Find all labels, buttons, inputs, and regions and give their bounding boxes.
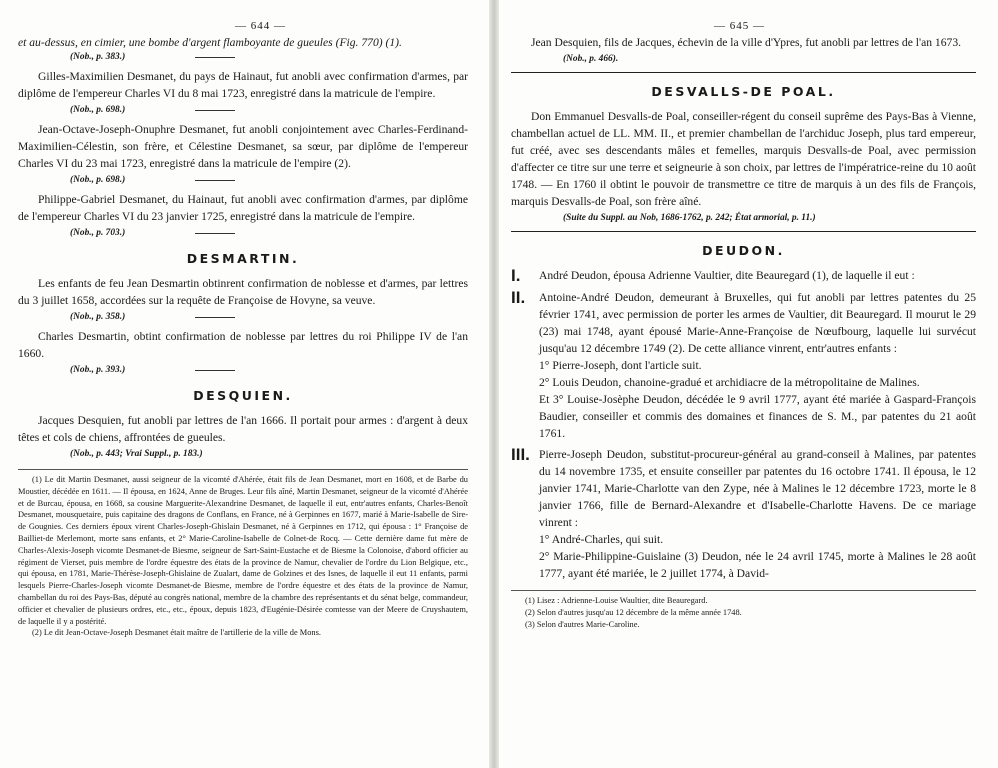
paragraph: Les enfants de feu Jean Desmartin obtinrent confirmation de noblesse et d'armes, par lettres du 3 juillet 1658, accordées sur la requête de Françoise de Hovyne, sa veuve. <box>18 277 468 307</box>
footnote: (1) Le dit Martin Desmanet, aussi seigneur de la vicomté d'Ahérée, était fils de Jean Desmanet, mort en 1608, et de Barbe du Moustier, décédée en 1611. — Il épousa, en 1624, Anne de Bruges. Leur fils aîné, Martin Desmanet, seigneur de la vicomté d'Ahérée et de Burcau, épousa, en 1668, sa cousine Marguerite-Alexandrine Desmanet, de laquelle il eut, entr'autres enfants, Charles-Benoît Desmanet, mousquetaire, puis capitaine des dragons de Conflans, en France, né à Gerpinnes en 1677, marié à Marie-Isabelle de Sire-de Gougnies. Ces derniers époux virent Charles-Joseph-Ghislain Desmanet, né à Gerpinnes en 1712, qui épousa : 1° Françoise de Bailliet-de Merlemont, morte sans enfants, et 2° Marie-Caroline-Isabelle de Colnet-de Rocq. — Cette dernière dame fut mère de Charles-Alexis-Joseph vicomte Desmanet-de Biesme, seigneur de Sart-Saint-Eustache et de Biesme la Colonoise, d'abord officier au régiment de Vierset, puis membre de l'ordre équestre des états de la province de Namur, chevalier de l'ordre du Lion Belgique, etc., qui épousa, en 1781, Marie-Thérèse-Joseph-Ghislaine de Zualart, dame de Golzines et des Isnes, de laquelle il eut 11 enfants, parmi lesquels Pierre-Charles-Joseph vicomte Desmanet-de Biesme, membre de l'ordre équestre et des états de la province de Namur, chambellan du roi des Pays-Bas, député au congrès national, membre de la chambre des représentants et du sénat belge, commandeur, officier et chevalier de plusieurs ordres, etc., etc., époux, depuis 1823, d'Eugénie-Désirée comtesse van der Meere de Cruyshautem, de laquelle il y a postérité. <box>18 475 468 626</box>
left-page <box>0 0 489 768</box>
section-heading-desquien: DESQUIEN. <box>193 388 293 403</box>
book-gutter <box>489 0 499 768</box>
reference-text: (Nob., p. 443; Vrai Suppl., p. 183.) <box>70 449 203 459</box>
section-heading-desvalls: DESVALLS-DE POAL. <box>651 84 836 99</box>
paragraph: Jean-Octave-Joseph-Onuphre Desmanet, fut anobli conjointement avec Charles-Ferdinand-Maximilien-Célestin, son frère, et Célestine Desmanet, sa sœur, par diplôme de l'empereur Charles VI du 23 mai 1723, enregistré dans la matricule de l'empire (2). <box>18 123 468 170</box>
child-entry: 2° Marie-Philippine-Guislaine (3) Deudon, née le 24 avril 1745, morte à Malines le 28 août 1777, ayant été mariée, le 2 juillet 1774, à David- <box>539 550 976 580</box>
paragraph: et au-dessus, en cimier, une bombe d'argent flamboyante de gueules (Fig. 770) (1). <box>18 36 402 49</box>
child-entry: 2° Louis Deudon, chanoine-gradué et archidiacre de la métropolitaine de Malines. <box>539 376 920 389</box>
paragraph: Don Emmanuel Desvalls-de Poal, conseiller-régent du conseil suprême des Pays-Bas à Vienne, chambellan actuel de LL. MM. II., et premier chambellan de l'archiduc Joseph, plus tard empereur, fut créé, avec ses descendants mâles et femelles, marquis Desvalls-de Poal, avec permission d'affecter ce titre sur une terre et seigneurie à son choix, par lettres de l'impératrice-reine du 10 août 1748. — En 1760 il obtint le pouvoir de transmettre ce titre de marquis à un des fils de François, marquis Desvalls-de Poal, son frère aîné. <box>511 110 976 208</box>
reference-text: (Suite du Suppl. au Nob, 1686-1762, p. 242; État armorial, p. 11.) <box>563 213 816 223</box>
source-reference <box>511 212 976 225</box>
paragraph: Philippe-Gabriel Desmanet, du Hainaut, fut anobli avec confirmation d'armes, par diplôme de l'empereur Charles VI du 23 janvier 1725, enregistré dans la matricule de l'empire. <box>18 193 468 223</box>
footnotes-right <box>511 590 976 630</box>
source-reference <box>18 364 468 377</box>
section-heading-deudon: DEUDON. <box>702 243 785 258</box>
source-reference <box>511 53 976 66</box>
reference-text: (Nob., p. 383.) <box>70 52 126 62</box>
right-page <box>499 0 998 768</box>
source-reference <box>18 104 468 117</box>
reference-text: (Nob., p. 358.) <box>70 312 126 322</box>
separator-rule <box>195 233 235 234</box>
footnote: (2) Selon d'autres jusqu'au 12 décembre de la même année 1748. <box>525 607 742 617</box>
source-reference <box>18 448 468 461</box>
reference-text: (Nob., p. 698.) <box>70 175 126 185</box>
footnote: (1) Lisez : Adrienne-Louise Waultier, dite Beauregard. <box>525 596 708 605</box>
generation-entry <box>511 446 976 531</box>
reference-text: (Nob., p. 466). <box>563 54 619 64</box>
reference-text: (Nob., p. 703.) <box>70 228 126 238</box>
reference-text: (Nob., p. 393.) <box>70 365 126 375</box>
reference-text: (Nob., p. 698.) <box>70 105 126 115</box>
paragraph: Jean Desquien, fils de Jacques, échevin de la ville d'Ypres, fut anobli par lettres de l'an 1673. <box>531 36 962 49</box>
separator-rule <box>195 180 235 181</box>
paragraph: Jacques Desquien, fut anobli par lettres de l'an 1666. Il portait pour armes : d'argent à deux têtes et cols de chiens, affrontées de gueules. <box>18 414 468 444</box>
right-column <box>511 34 976 630</box>
separator-rule <box>195 57 235 58</box>
page-number-right: — 645 — <box>714 20 765 32</box>
page-number-left: — 644 — <box>235 20 286 32</box>
generation-entry <box>511 289 976 357</box>
source-reference <box>18 51 468 64</box>
footnote: (2) Le dit Jean-Octave-Joseph Desmanet était maître de l'artillerie de la ville de Mons. <box>32 628 321 638</box>
paragraph: Charles Desmartin, obtint confirmation de noblesse par lettres du roi Philippe IV de l'an 1660. <box>18 330 468 360</box>
section-heading-desmartin: DESMARTIN. <box>186 251 300 266</box>
section-rule <box>511 72 976 73</box>
section-rule <box>511 231 976 232</box>
generation-numeral: I. <box>511 266 521 285</box>
footnotes-left <box>18 469 468 639</box>
generation-numeral: II. <box>511 288 526 307</box>
child-entry: 1° Pierre-Joseph, dont l'article suit. <box>539 359 702 372</box>
generation-text: André Deudon, épousa Adrienne Vaultier, dite Beauregard (1), de laquelle il eut : <box>539 269 915 282</box>
source-reference <box>18 174 468 187</box>
generation-text: Pierre-Joseph Deudon, substitut-procureur-général au grand-conseil à Malines, par patentes du 14 novembre 1735, et ensuite conseiller par patentes du 16 octobre 1741. Il épousa, le 12 janvier 1741, Marie-Charlotte van den Zype, née à Malines le 12 décembre 1723, morte le 8 janvier 1766, fille de Bernard-Alexandre et d'Isabelle-Charlotte Havens. De ce mariage vinrent : <box>539 448 976 529</box>
generation-entry <box>511 267 976 285</box>
left-column <box>18 34 468 639</box>
separator-rule <box>195 110 235 111</box>
footnote: (3) Selon d'autres Marie-Caroline. <box>525 619 640 629</box>
separator-rule <box>195 317 235 318</box>
source-reference <box>18 227 468 240</box>
generation-numeral: III. <box>511 445 530 464</box>
source-reference <box>18 311 468 324</box>
generation-text: Antoine-André Deudon, demeurant à Bruxelles, qui fut anobli par lettres patentes du 25 février 1741, avec permission de porter les armes de Vaultier, dit Beauregard. Il mourut le 29 (23) mai 1748, ayant épousé Marie-Anne-Françoise de Nœufbourg, laquelle lui survécut jusqu'au 12 décembre 1749 (2). De cette alliance vinrent, entr'autres enfants : <box>539 291 976 355</box>
child-entry: Et 3° Louise-Josèphe Deudon, décédée le 9 avril 1777, ayant été mariée à Gaspard-François Baudier, conseiller et commis des domaines et finances de S. M., par patentes du 21 août 1761. <box>539 393 976 440</box>
child-entry: 1° André-Charles, qui suit. <box>539 533 664 546</box>
paragraph: Gilles-Maximilien Desmanet, du pays de Hainaut, fut anobli avec confirmation d'armes, par diplôme de l'empereur Charles VI du 8 mai 1723, enregistré dans la matricule de l'empire. <box>18 70 468 100</box>
separator-rule <box>195 370 235 371</box>
